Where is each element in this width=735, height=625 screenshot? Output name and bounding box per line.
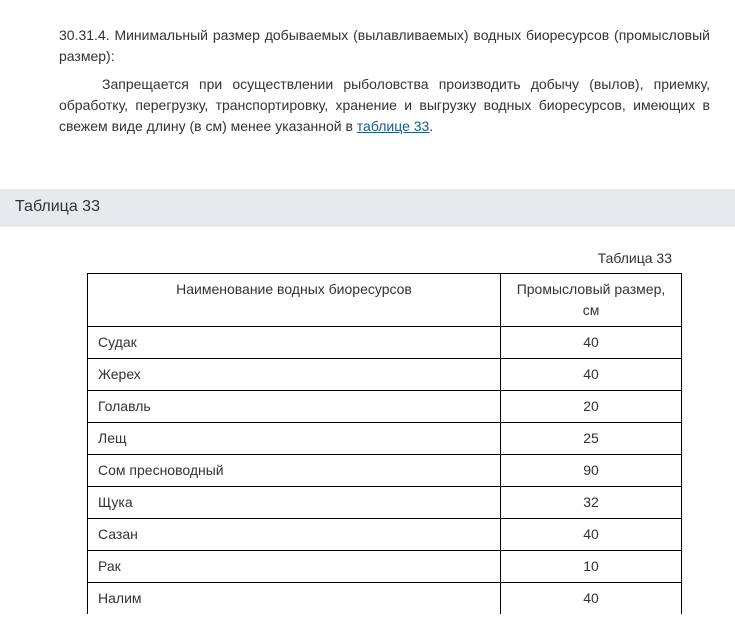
table-row <box>88 487 682 519</box>
column-header-size: Промысловый размер, см <box>501 274 682 327</box>
size-cell: 10 <box>501 551 682 583</box>
size-cell: 90 <box>501 455 682 487</box>
size-cell: 32 <box>501 487 682 519</box>
species-name-cell: Голавль <box>88 391 501 423</box>
clause-body-end: . <box>429 118 434 134</box>
table-section-header[interactable] <box>0 189 735 227</box>
species-name-cell: Рак <box>88 551 501 583</box>
clause-body <box>59 74 710 137</box>
species-name-cell: Сазан <box>88 519 501 551</box>
size-cell: 20 <box>501 391 682 423</box>
table-row <box>88 423 682 455</box>
species-name-cell: Жерех <box>88 359 501 391</box>
size-cell: 40 <box>501 327 682 359</box>
species-name-cell: Судак <box>88 327 501 359</box>
table-row <box>88 519 682 551</box>
table-row <box>88 583 682 615</box>
table-row <box>88 551 682 583</box>
table-33-link[interactable]: таблице 33 <box>356 118 430 134</box>
clause-heading: 30.31.4. Минимальный размер добываемых (вылавливаемых) водных биоресурсов (промысловый размер): <box>59 27 710 64</box>
table-row <box>88 327 682 359</box>
species-name-cell: Налим <box>88 583 501 615</box>
table-row <box>88 455 682 487</box>
table-caption: Таблица 33 <box>597 250 672 266</box>
fish-size-table <box>87 273 682 614</box>
species-name-cell: Сом пресноводный <box>88 455 501 487</box>
table-row <box>88 359 682 391</box>
size-cell: 40 <box>501 359 682 391</box>
species-name-cell: Щука <box>88 487 501 519</box>
table-row <box>88 391 682 423</box>
section-title: Таблица 33 <box>15 198 100 215</box>
species-name-cell: Лещ <box>88 423 501 455</box>
column-header-name: Наименование водных биоресурсов <box>88 274 501 327</box>
size-cell: 40 <box>501 519 682 551</box>
clause-body-text: Запрещается при осуществлении рыболовства производить добычу (вылов), приемку, обработку, перегрузку, транспортировку, хранение и выгрузку водных биоресурсов, имеющих в свежем виде длину (в см) менее указанной в <box>59 76 710 134</box>
table-header-row <box>88 274 682 327</box>
size-cell: 25 <box>501 423 682 455</box>
size-cell: 40 <box>501 583 682 615</box>
